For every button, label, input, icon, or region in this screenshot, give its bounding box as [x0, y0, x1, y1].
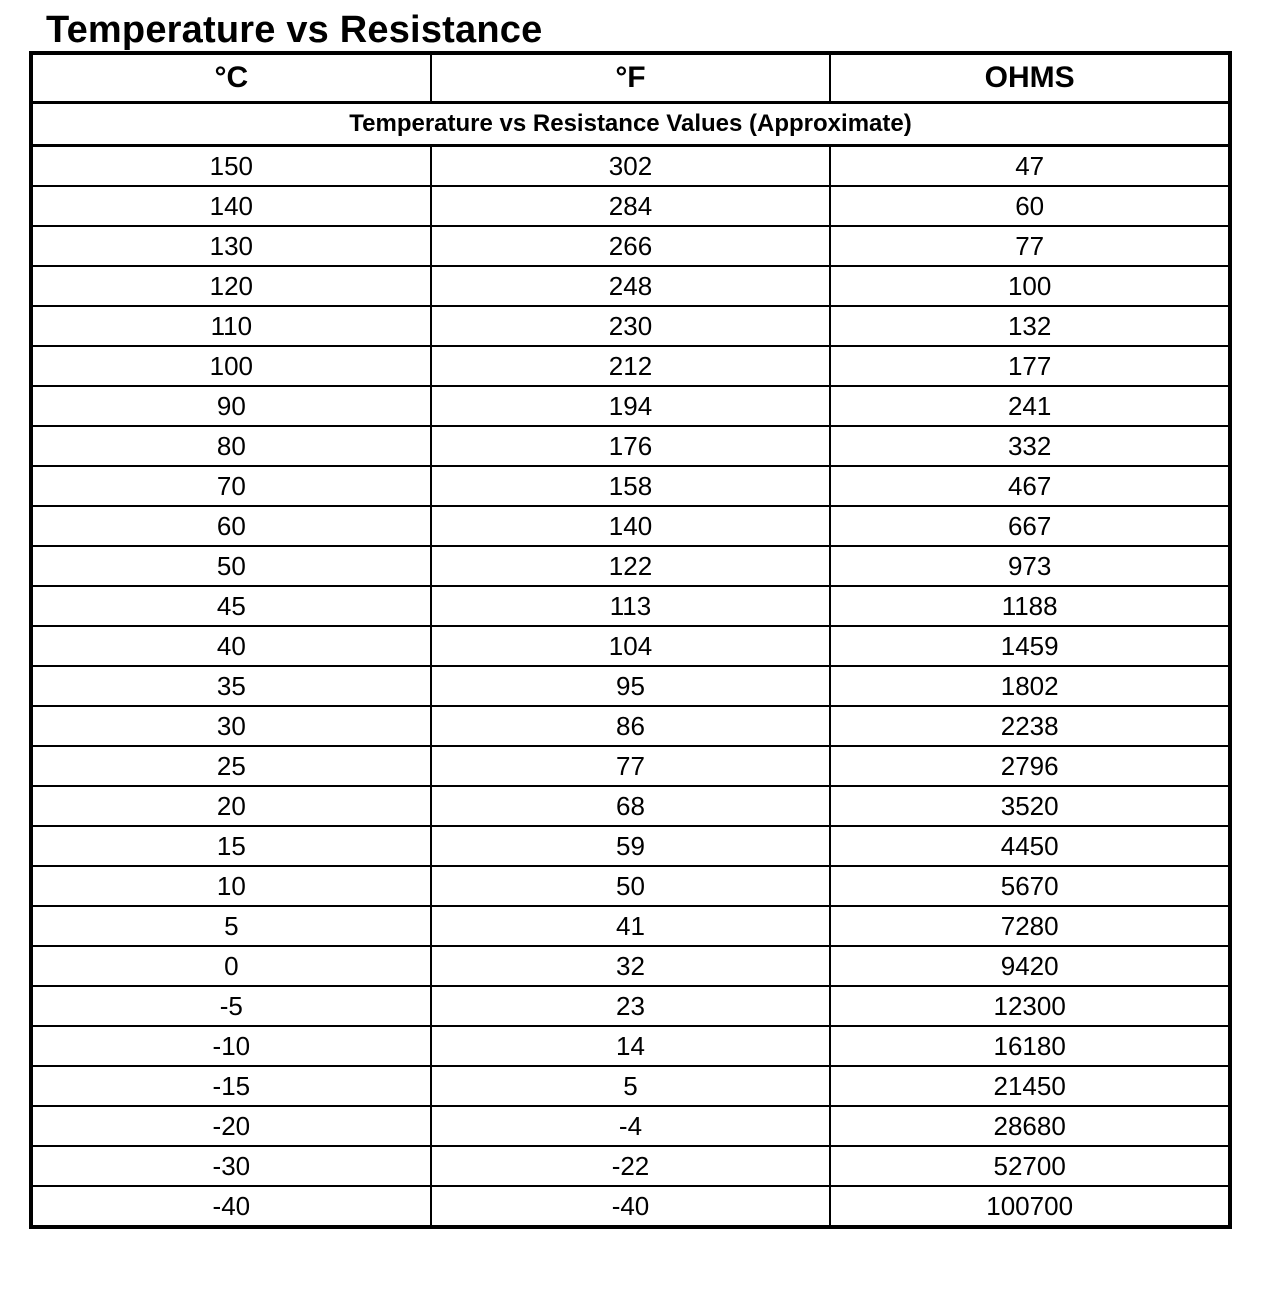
cell-fahrenheit: 122: [431, 546, 831, 586]
cell-fahrenheit: 95: [431, 666, 831, 706]
cell-celsius: 15: [31, 826, 431, 866]
cell-celsius: 30: [31, 706, 431, 746]
cell-fahrenheit: 113: [431, 586, 831, 626]
cell-fahrenheit: 23: [431, 986, 831, 1026]
table-row: [31, 306, 1230, 346]
cell-fahrenheit: 158: [431, 466, 831, 506]
cell-ohms: 47: [830, 146, 1230, 187]
table-row: [31, 226, 1230, 266]
cell-fahrenheit: 14: [431, 1026, 831, 1066]
cell-ohms: 28680: [830, 1106, 1230, 1146]
table-row: [31, 866, 1230, 906]
cell-celsius: 80: [31, 426, 431, 466]
table-row: [31, 266, 1230, 306]
cell-celsius: -40: [31, 1186, 431, 1227]
cell-celsius: -5: [31, 986, 431, 1026]
cell-celsius: 5: [31, 906, 431, 946]
cell-celsius: 60: [31, 506, 431, 546]
cell-ohms: 132: [830, 306, 1230, 346]
table-row: [31, 826, 1230, 866]
table-row: [31, 746, 1230, 786]
table-header-row: [31, 53, 1230, 103]
table-row: [31, 1066, 1230, 1106]
cell-celsius: 50: [31, 546, 431, 586]
cell-fahrenheit: 86: [431, 706, 831, 746]
cell-fahrenheit: 77: [431, 746, 831, 786]
table-row: [31, 626, 1230, 666]
header-celsius: °C: [31, 53, 431, 103]
cell-ohms: 21450: [830, 1066, 1230, 1106]
table-row: [31, 786, 1230, 826]
cell-fahrenheit: 5: [431, 1066, 831, 1106]
cell-fahrenheit: 266: [431, 226, 831, 266]
cell-celsius: 130: [31, 226, 431, 266]
cell-ohms: 77: [830, 226, 1230, 266]
cell-celsius: 45: [31, 586, 431, 626]
cell-fahrenheit: 68: [431, 786, 831, 826]
cell-ohms: 2796: [830, 746, 1230, 786]
cell-fahrenheit: -40: [431, 1186, 831, 1227]
cell-ohms: 3520: [830, 786, 1230, 826]
header-fahrenheit: °F: [431, 53, 831, 103]
cell-celsius: 35: [31, 666, 431, 706]
table-row: [31, 586, 1230, 626]
cell-ohms: 60: [830, 186, 1230, 226]
cell-fahrenheit: 41: [431, 906, 831, 946]
table-row: [31, 506, 1230, 546]
table-row: [31, 186, 1230, 226]
cell-celsius: 90: [31, 386, 431, 426]
cell-ohms: 467: [830, 466, 1230, 506]
cell-fahrenheit: 104: [431, 626, 831, 666]
cell-ohms: 667: [830, 506, 1230, 546]
cell-celsius: -10: [31, 1026, 431, 1066]
cell-ohms: 177: [830, 346, 1230, 386]
cell-celsius: 40: [31, 626, 431, 666]
cell-ohms: 100: [830, 266, 1230, 306]
cell-celsius: 20: [31, 786, 431, 826]
cell-celsius: 70: [31, 466, 431, 506]
cell-fahrenheit: -4: [431, 1106, 831, 1146]
cell-celsius: 0: [31, 946, 431, 986]
cell-fahrenheit: 140: [431, 506, 831, 546]
table-row: [31, 1106, 1230, 1146]
cell-fahrenheit: 230: [431, 306, 831, 346]
table-row: [31, 986, 1230, 1026]
table-subtitle-row: [31, 103, 1230, 146]
cell-ohms: 1459: [830, 626, 1230, 666]
header-ohms: OHMS: [830, 53, 1230, 103]
cell-celsius: 10: [31, 866, 431, 906]
cell-ohms: 52700: [830, 1146, 1230, 1186]
cell-fahrenheit: 284: [431, 186, 831, 226]
table-row: [31, 386, 1230, 426]
cell-fahrenheit: 59: [431, 826, 831, 866]
cell-ohms: 1188: [830, 586, 1230, 626]
cell-ohms: 2238: [830, 706, 1230, 746]
cell-celsius: -30: [31, 1146, 431, 1186]
cell-ohms: 12300: [830, 986, 1230, 1026]
page-title: Temperature vs Resistance: [46, 9, 543, 51]
cell-ohms: 16180: [830, 1026, 1230, 1066]
cell-fahrenheit: 194: [431, 386, 831, 426]
cell-fahrenheit: 176: [431, 426, 831, 466]
temperature-resistance-table: [29, 51, 1232, 1229]
cell-ohms: 1802: [830, 666, 1230, 706]
cell-fahrenheit: 302: [431, 146, 831, 187]
cell-ohms: 5670: [830, 866, 1230, 906]
table-row: [31, 706, 1230, 746]
cell-fahrenheit: -22: [431, 1146, 831, 1186]
cell-ohms: 332: [830, 426, 1230, 466]
cell-fahrenheit: 32: [431, 946, 831, 986]
table-row: [31, 346, 1230, 386]
cell-celsius: 140: [31, 186, 431, 226]
cell-celsius: 110: [31, 306, 431, 346]
cell-fahrenheit: 212: [431, 346, 831, 386]
cell-celsius: 100: [31, 346, 431, 386]
cell-fahrenheit: 50: [431, 866, 831, 906]
cell-ohms: 100700: [830, 1186, 1230, 1227]
table-body: [31, 146, 1230, 1228]
cell-fahrenheit: 248: [431, 266, 831, 306]
cell-celsius: 120: [31, 266, 431, 306]
table-row: [31, 1146, 1230, 1186]
table-row: [31, 1026, 1230, 1066]
cell-ohms: 241: [830, 386, 1230, 426]
cell-celsius: -15: [31, 1066, 431, 1106]
cell-ohms: 973: [830, 546, 1230, 586]
cell-ohms: 4450: [830, 826, 1230, 866]
cell-celsius: 25: [31, 746, 431, 786]
table-row: [31, 946, 1230, 986]
table-row: [31, 906, 1230, 946]
table-row: [31, 146, 1230, 187]
table-subtitle: Temperature vs Resistance Values (Approximate): [31, 103, 1230, 146]
cell-celsius: 150: [31, 146, 431, 187]
table-row: [31, 426, 1230, 466]
table-row: [31, 1186, 1230, 1227]
table-row: [31, 546, 1230, 586]
table-row: [31, 466, 1230, 506]
cell-ohms: 7280: [830, 906, 1230, 946]
table-row: [31, 666, 1230, 706]
cell-ohms: 9420: [830, 946, 1230, 986]
cell-celsius: -20: [31, 1106, 431, 1146]
